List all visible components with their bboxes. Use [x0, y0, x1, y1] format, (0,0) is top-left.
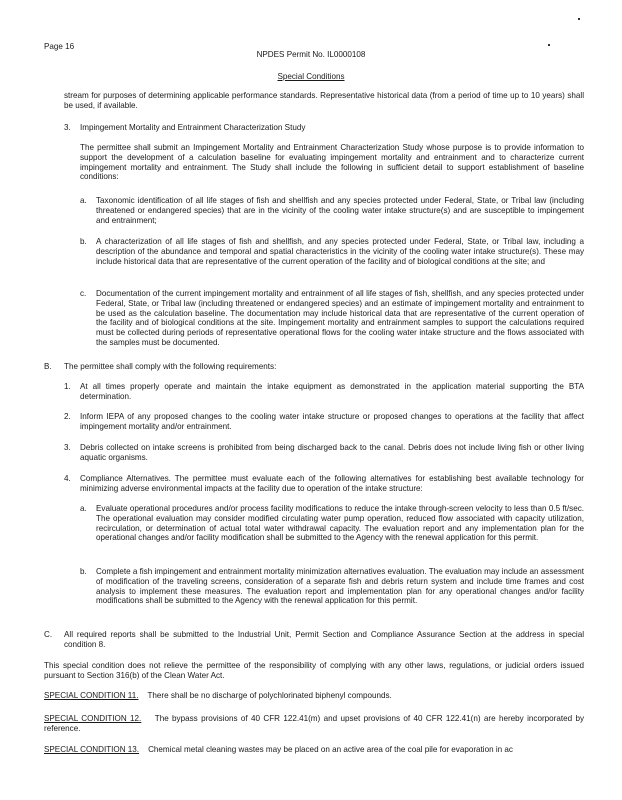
item-3b-text: A characterization of all life stages of fish and shellfish, and any species protected under Federal, State, or Tribal law, including a description of the abundance and temporal and spatial characteristics in the vicinity of the cooling water intake structure(s). These may include historical data that are representative of the current operation of the facility and of biological conditions at the site; and: [96, 237, 584, 266]
b-item-2-text: Inform IEPA of any proposed changes to the cooling water intake structure or proposed changes to operations at the facility that affect impingement mortality and/or entrainment.: [80, 412, 584, 431]
section-c-text: All required reports shall be submitted to the Industrial Unit, Permit Section and Compliance Assurance Section at the address in special condition 8.: [64, 630, 584, 649]
item-3-marker: 3.: [64, 123, 71, 132]
b-item-4a-marker: a.: [80, 504, 87, 513]
b-item-4-marker: 4.: [64, 474, 71, 483]
section-b-title: The permittee shall comply with the following requirements:: [64, 362, 277, 371]
scan-speck: [548, 44, 550, 46]
item-3a-marker: a.: [80, 196, 87, 205]
section-c-marker: C.: [44, 630, 53, 639]
special-condition-11: [44, 691, 584, 701]
permit-number: NPDES Permit No. IL0000108: [256, 50, 366, 59]
b-item-4b-marker: b.: [80, 567, 87, 576]
special-condition-11-text: There shall be no discharge of polychlorinated biphenyl compounds.: [147, 691, 392, 700]
special-condition-12-label: SPECIAL CONDITION 12.: [44, 714, 142, 723]
page-number: Page 16: [44, 42, 75, 51]
b-item-3-marker: 3.: [64, 443, 71, 452]
item-3a-text: Taxonomic identification of all life stages of fish and shellfish and any species protected under Federal, State, or Tribal law (including threatened or endangered species) that are in the vicinity of the cooling water intake structure(s) and are susceptible to impingement and entrainment;: [96, 196, 584, 225]
special-condition-13-label: SPECIAL CONDITION 13.: [44, 745, 140, 754]
b-item-3-text: Debris collected on intake screens is prohibited from being discharged back to the canal. Debris does not include living fish or other living aquatic organisms.: [80, 443, 584, 462]
item-3c-text: Documentation of the current impingement mortality and entrainment of all life stages of fish, shellfish, and any species protected under Federal, State, or Tribal law (including threatened or endangered species) and an estimate of impingement mortality and entrainment to be used as the calculation baseline. The documentation may include historical data that are representative of the current operation of the facility and of biological conditions at the site. Impingement mortality and entrainment samples to support the calculations required must be collected during periods of representative operational flows for the cooling water intake structure and the flows associated with the samples must be documented.: [96, 289, 584, 347]
special-condition-13: [44, 745, 513, 755]
scan-speck: [578, 18, 580, 20]
b-item-4b-text: Complete a fish impingement and entrainment mortality minimization alternatives evaluation. The evaluation may include an assessment of modification of the traveling screens, consideration of a separate fish and debris return system and include time frames and cost analysis to implement these measures. The evaluation report and implementation plan for any operational changes and/or facility modifications shall be submitted to the Agency with the renewal application for this permit.: [96, 567, 584, 606]
b-item-1-marker: 1.: [64, 382, 71, 391]
continuation-paragraph: stream for purposes of determining applicable performance standards. Representative historical data (from a period of time up to 10 years) shall be used, if available.: [64, 91, 584, 110]
special-condition-12: [44, 714, 584, 734]
section-b-marker: B.: [44, 362, 52, 371]
section-title: Special Conditions: [277, 72, 345, 81]
b-item-1-text: At all times properly operate and maintain the intake equipment as demonstrated in the application material supporting the BTA determination.: [80, 382, 584, 401]
b-item-2-marker: 2.: [64, 412, 71, 421]
special-condition-11-label: SPECIAL CONDITION 11.: [44, 691, 139, 700]
closing-paragraph: This special condition does not relieve the permittee of the responsibility of complying with any other laws, regulations, or judicial orders issued pursuant to Section 316(b) of the Clean Water Act.: [44, 661, 584, 680]
b-item-4-text: Compliance Alternatives. The permittee must evaluate each of the following alternatives for establishing best available technology for minimizing adverse environmental impacts at the facility due to operation of the intake structure:: [80, 474, 584, 493]
special-condition-13-text: Chemical metal cleaning wastes may be placed on an active area of the coal pile for evaporation in ac: [148, 745, 513, 754]
item-3b-marker: b.: [80, 237, 87, 246]
item-3-title: Impingement Mortality and Entrainment Characterization Study: [80, 123, 306, 132]
item-3c-marker: c.: [80, 289, 87, 298]
b-item-4a-text: Evaluate operational procedures and/or process facility modifications to reduce the intake through-screen velocity to less than 0.5 ft/sec. The operational evaluation may consider modified circulating water pump operation, reduced flow associated with capacity utilization, recirculation, or determination of actual total water withdrawal capacity. The evaluation report and any implementation plan for the operational changes and/or facility modification shall be submitted to the Agency with the renewal application for this permit.: [96, 504, 584, 543]
special-condition-12-text: The bypass provisions of 40 CFR 122.41(m) and upset provisions of 40 CFR 122.41(n) are hereby incorporated by reference.: [44, 714, 584, 733]
item-3-intro: The permittee shall submit an Impingement Mortality and Entrainment Characterization Study whose purpose is to provide information to support the development of a calculation baseline for evaluating impingement mortality and entrainment and to characterize current impingement mortality and entrainment. The Study shall include the following in sufficient detail to support establishment of baseline conditions:: [80, 143, 584, 182]
